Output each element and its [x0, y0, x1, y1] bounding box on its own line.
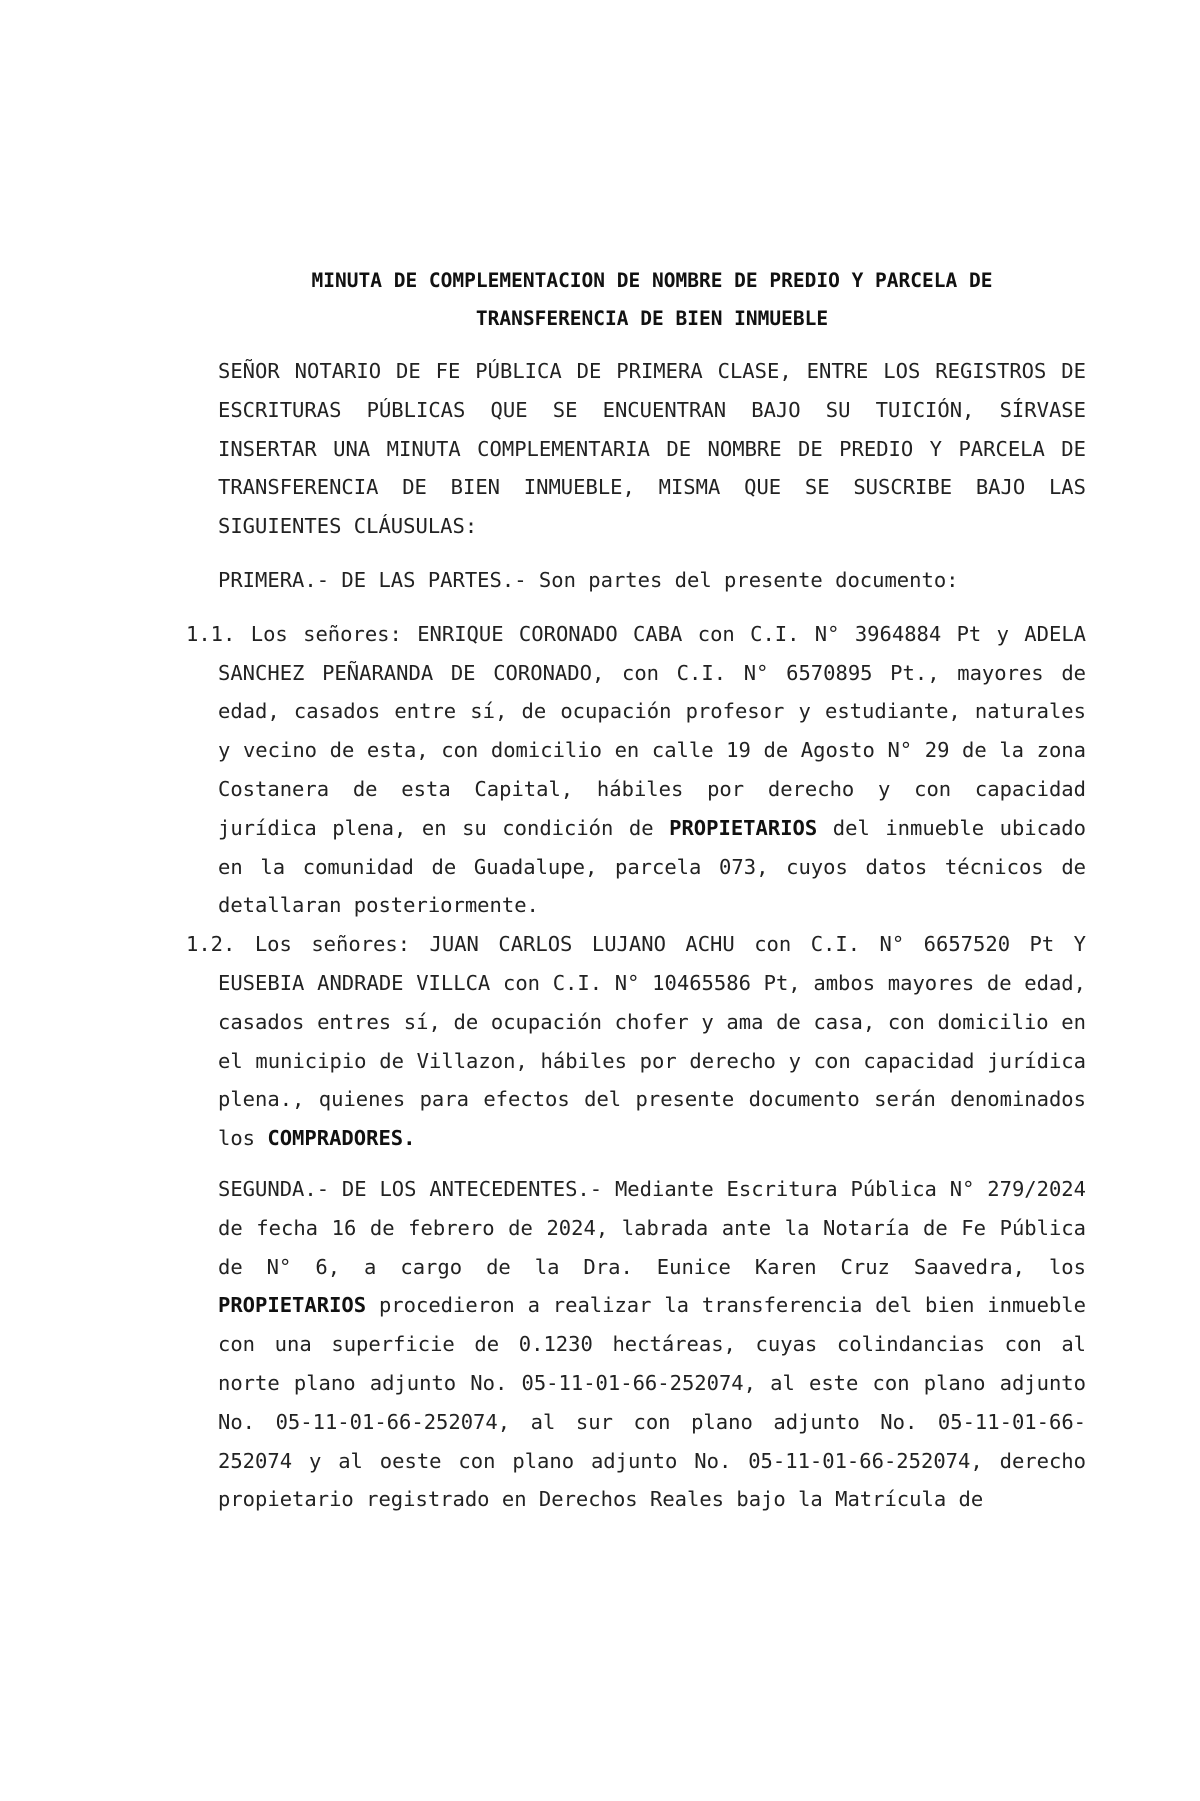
propietarios-term: PROPIETARIOS — [669, 815, 818, 840]
document-page — [186, 262, 1087, 1534]
party-item-1-number: 1.1. — [186, 621, 236, 646]
party-item-1-text-b: del inmueble ubicado en la comunidad de Guadalupe, parcela 073, cuyos datos técnicos de detallaran posteriormente. — [218, 815, 1086, 918]
party-item-2-text-a: Los señores: JUAN CARLOS LUJANO ACHU con C.I. N° 6657520 Pt Y EUSEBIA ANDRADE VILLCA con C.I. N° 10465586 Pt, ambos mayores de edad, casados entres sí, de ocupación chofer y ama de casa, con domicilio en el municipio de Villazon, hábiles por derecho y con capacidad jurídica plena., quienes para efectos del presente documento serán denominados los — [218, 932, 1086, 1151]
document-title — [218, 262, 1086, 338]
intro-paragraph: SEÑOR NOTARIO DE FE PÚBLICA DE PRIMERA CLASE, ENTRE LOS REGISTROS DE ESCRITURAS PÚBLICAS QUE SE ENCUENTRAN BAJO SU TUICIÓN, SÍRVASE INSERTAR UNA MINUTA COMPLEMENTARIA DE NOMBRE DE PREDIO Y PARCELA DE TRANSFERENCIA DE BIEN INMUEBLE, MISMA QUE SE SUSCRIBE BAJO LAS SIGUIENTES CLÁUSULAS: — [218, 359, 1086, 539]
party-item-1-body — [186, 615, 1086, 925]
party-item-2-number: 1.2. — [186, 932, 236, 957]
party-item-1 — [186, 615, 1087, 925]
clause-primera: PRIMERA.- DE LAS PARTES.- Son partes del presente documento: — [218, 567, 959, 592]
clause-segunda-text-b: procedieron a realizar la transferencia del bien inmueble con una superficie de 0.1230 hectáreas, cuyas colindancias con al norte plano adjunto No. 05-11-01-66-252074, al este con plano adjunto No. 05-11-01-66-252074, al sur con plano adjunto No. 05-11-01-66-252074 y al oeste con plano adjunto No. 05-11-01-66-252074, derecho propietario registrado en Derechos Reales bajo la Matrícula de — [218, 1293, 1086, 1512]
party-item-2-body — [186, 925, 1086, 1158]
party-item-2-text-b: . — [403, 1126, 416, 1151]
clause-segunda-text-a: SEGUNDA.- DE LOS ANTECEDENTES.- Mediante Escritura Pública N° 279/2024 de fecha 16 de febrero de 2024, labrada ante la Notaría de Fe Pública de N° 6, a cargo de la Dra. Eunice Karen Cruz Saavedra, los — [218, 1176, 1086, 1279]
title-line-2: TRANSFERENCIA DE BIEN INMUEBLE — [475, 307, 829, 330]
propietarios-term-2: PROPIETARIOS — [218, 1293, 367, 1318]
party-item-1-text-a: Los señores: ENRIQUE CORONADO CABA con C.I. N° 3964884 Pt y ADELA SANCHEZ PEÑARANDA DE CORONADO, con C.I. N° 6570895 Pt., mayores de edad, casados entre sí, de ocupación profesor y estudiante, naturales y vecino de esta, con domicilio en calle 19 de Agosto N° 29 de la zona Costanera de esta Capital, hábiles por derecho y con capacidad jurídica plena, en su condición de — [218, 621, 1087, 840]
title-line-1: MINUTA DE COMPLEMENTACION DE NOMBRE DE PREDIO Y PARCELA DE — [311, 269, 993, 292]
clause-segunda — [218, 1170, 1086, 1519]
compradores-term: COMPRADORES — [267, 1126, 404, 1151]
party-item-2 — [186, 925, 1086, 1158]
